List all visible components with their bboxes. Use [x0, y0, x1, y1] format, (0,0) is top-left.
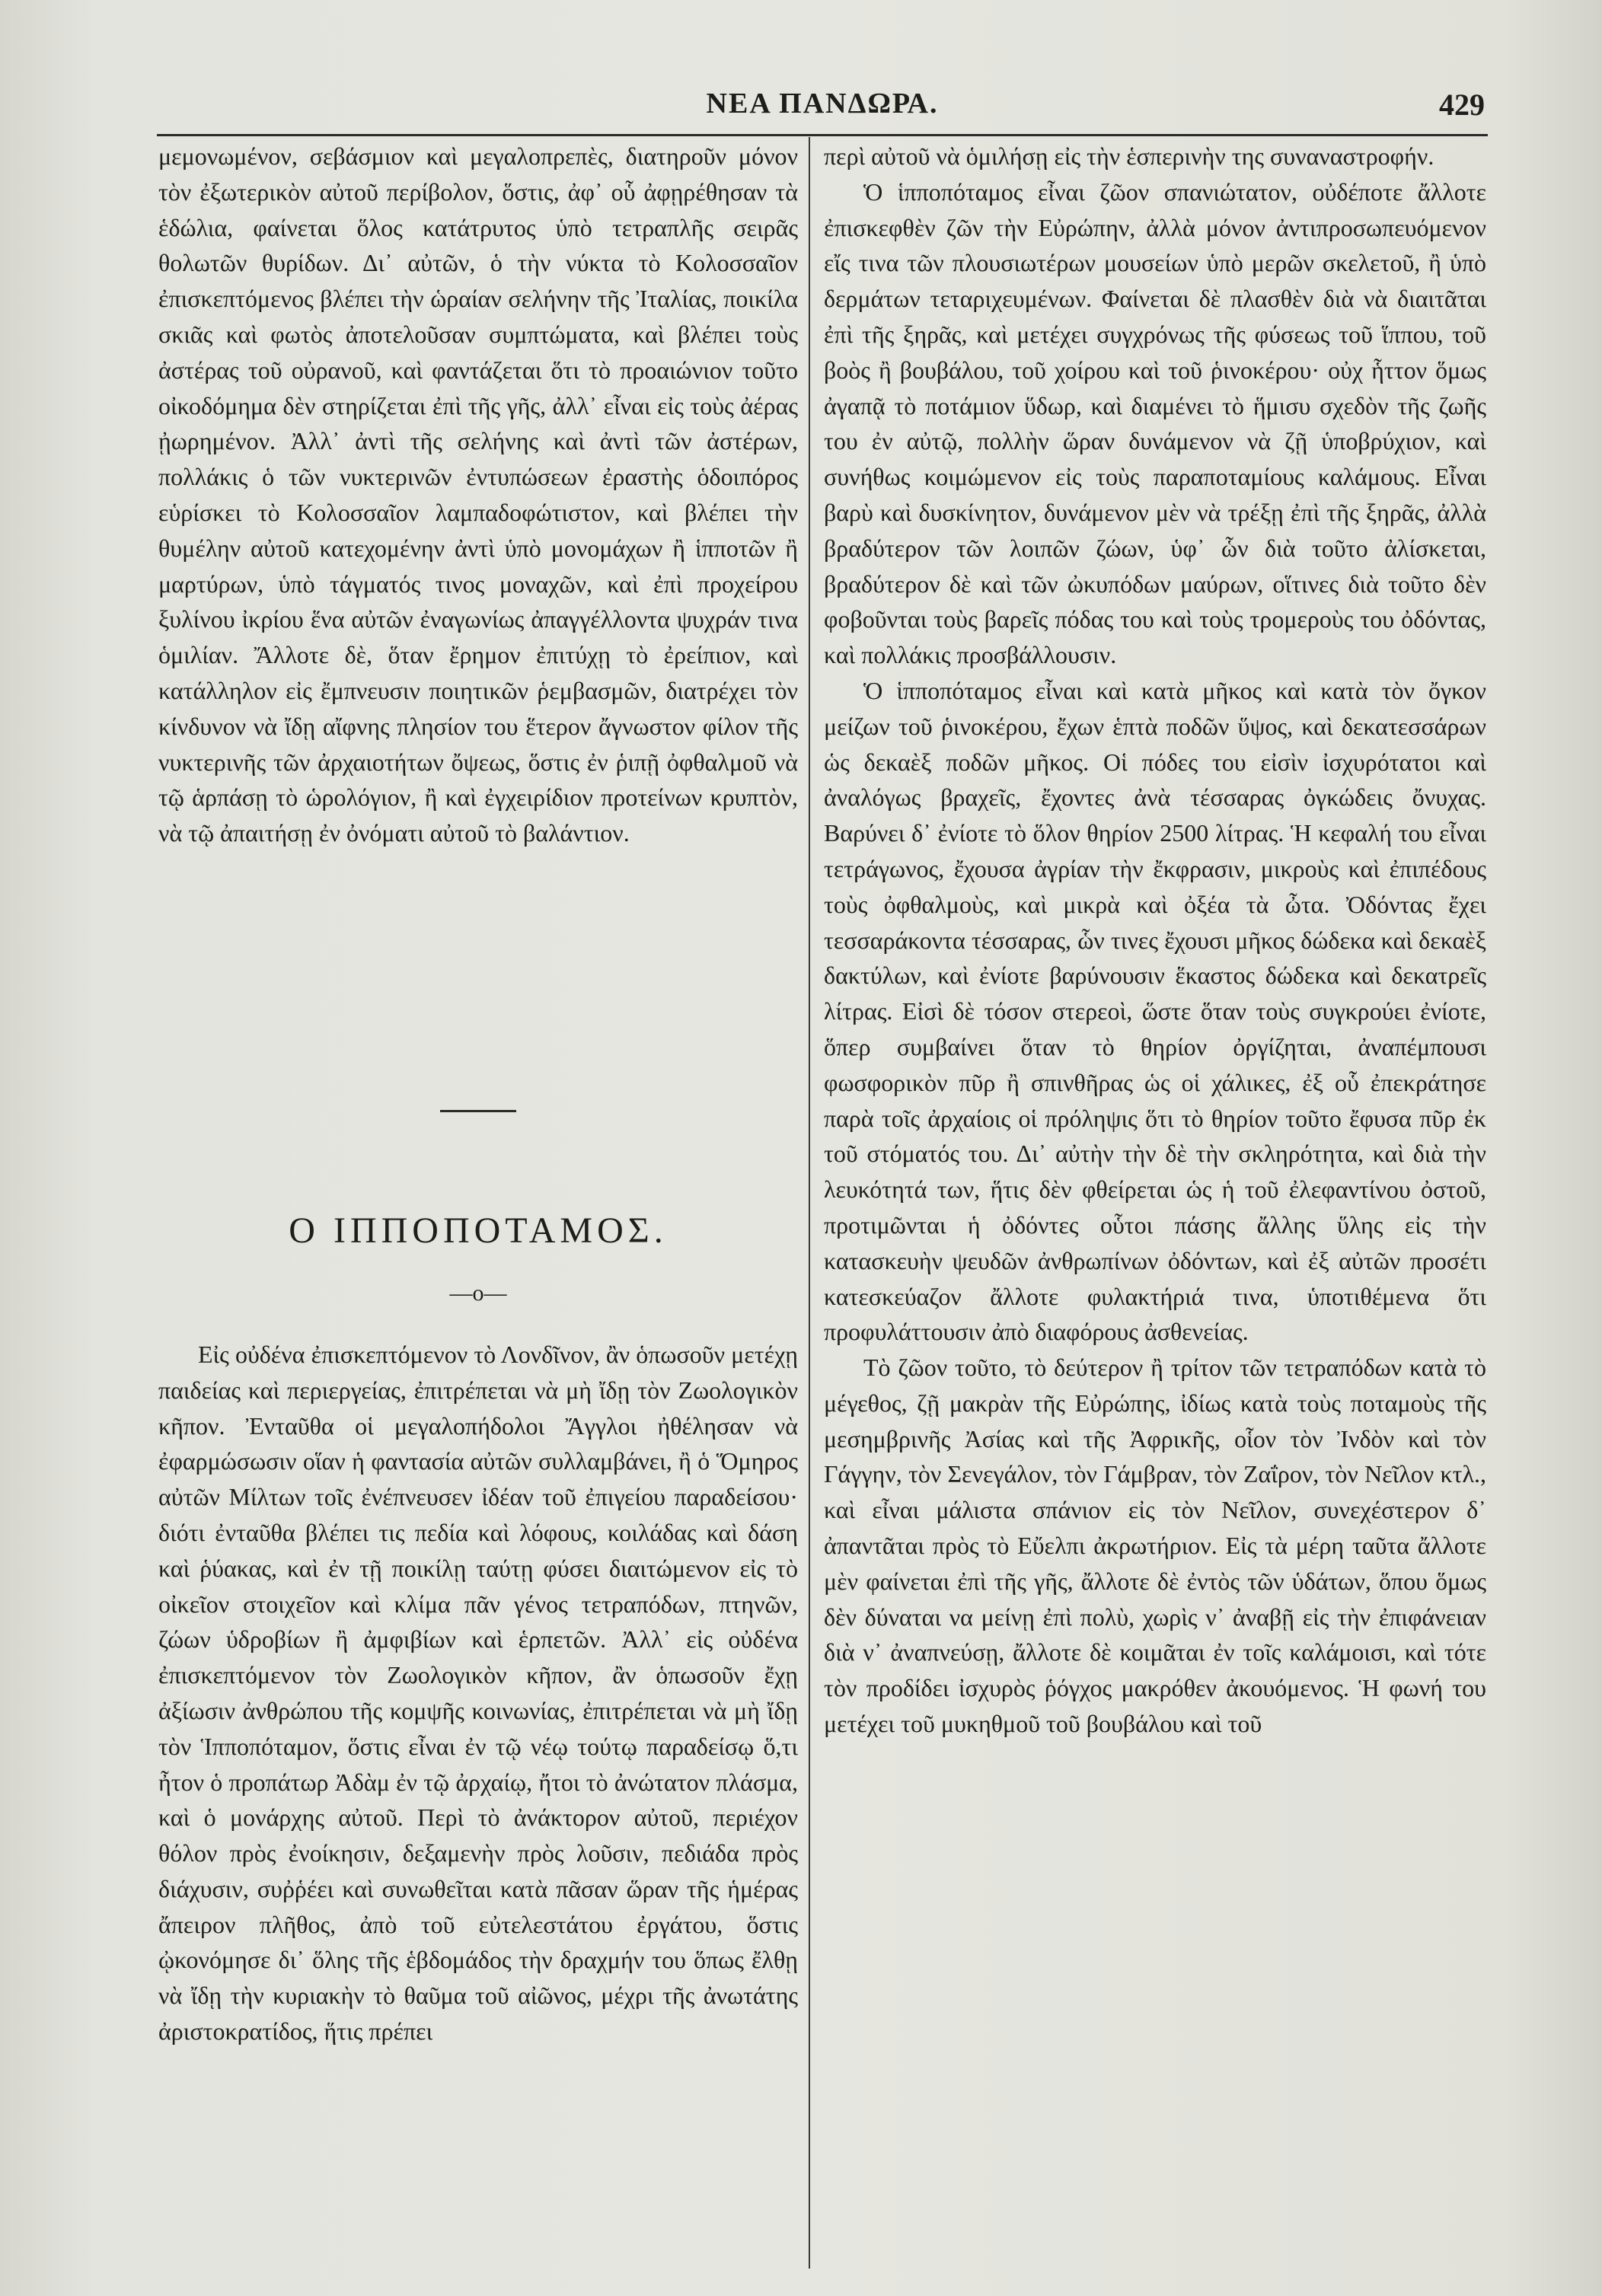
hippo-intro-paragraph: Εἰς οὐδένα ἐπισκεπτόμενον τὸ Λονδῖνον, ἂν ὁπωσοῦν μετέχῃ παιδείας καὶ περιεργείας, ἐπιτρέπεται νὰ μὴ ἴδῃ τὸν Ζωολογικὸν κῆπον. Ἐνταῦθα οἱ μεγαλοπήδολοι Ἄγγλοι ἠθέλησαν νὰ ἐφαρμώσωσιν οἵαν ἡ φαντασία αὐτῶν συλλαμβάνει, ἢ ὁ Ὅμηρος αὐτῶν Μίλτων τοῖς ἐνέπνευσεν ἰδέαν τοῦ ἐπιγείου παραδείσου· διότι ἐνταῦθα βλέπει τις πεδία καὶ λόφους, κοιλάδας καὶ δάση καὶ ῥύακας, καὶ ἐν τῇ ποικίλῃ ταύτῃ φύσει διαιτώμενον εἰς τὸ οἰκεῖον στοιχεῖον καὶ κλίμα πᾶν γένος τετραπόδων, πτηνῶν, ζώων ὑδροβίων ἢ ἀμφιβίων καὶ ἑρπετῶν. Ἀλλ᾽ εἰς οὐδένα ἐπισκεπτόμενον τὸν Ζωολογικὸν κῆπον, ἂν ὁπωσοῦν ἔχῃ ἀξίωσιν ἀνθρώπου τῆς κομψῆς κοινωνίας, ἐπιτρέπεται νὰ μὴ ἴδῃ τὸν Ἱπποπόταμον, ὅστις εἶναι ἐν τῷ νέῳ τούτῳ παραδείσῳ ὅ,τι ἦτον ὁ προπάτωρ Ἀδὰμ ἐν τῷ ἀρχαίῳ, ἤτοι τὸ ἀνώτατον πλάσμα, καὶ ὁ μονάρχης αὐτοῦ. Περὶ τὸ ἀνάκτορον αὐτοῦ, περιέχον θόλον πρὸς ἐνοίκησιν, δεξαμενὴν πρὸς λοῦσιν, πεδιάδα πρὸς διάχυσιν, συῤῥέει καὶ συνωθεῖται κατὰ πᾶσαν ὥραν τῆς ἡμέρας ἄπειρον πλῆθος, ἀπὸ τοῦ εὐτελεστάτου ἐργάτου, ὅστις ᾠκονόμησε δι᾽ ὅλης τῆς ἑβδομάδος τὴν δραχμήν του ὅπως ἔλθῃ νὰ ἴδῃ τὴν κυριακὴν τὸ θαῦμα τοῦ αἰῶνος, μέχρι τῆς ἀνωτάτης ἀριστοκρατίδος, ἥτις πρέπει: [158, 1340, 798, 2046]
running-header: [160, 82, 1485, 128]
section-separator: [440, 1110, 516, 1112]
hippo-size-paragraph: Ὁ ἱπποπόταμος εἶναι καὶ κατὰ μῆκος καὶ κατὰ τὸν ὄγκον μείζων τοῦ ῥινοκέρου, ἔχων ἑπτὰ ποδῶν ὕψος, καὶ δεκατεσσάρων ὡς δεκαὲξ ποδῶν μῆκος. Οἱ πόδες του εἰσὶν ἰσχυρότατοι καὶ ἀναλόγως βραχεῖς, ἔχοντες ἀνὰ τέσσαρας ὀγκώδεις ὄνυχας. Βαρύνει δ᾽ ἐνίοτε τὸ ὅλον θηρίον 2500 λίτρας. Ἡ κεφαλή του εἶναι τετράγωνος, ἔχουσα ἀγρίαν τὴν ἔκφρασιν, μικροὺς καὶ ἐπιπέδους τοὺς ὀφθαλμοὺς, καὶ μικρὰ καὶ ὀξέα τὰ ὦτα. Ὀδόντας ἔχει τεσσαράκοντα τέσσαρας, ὧν τινες ἔχουσι μῆκος δώδεκα καὶ δεκαὲξ δακτύλων, καὶ ἐνίοτε βαρύνουσιν ἕκαστος δώδεκα καὶ δεκατρεῖς λίτρας. Εἰσὶ δὲ τόσον στερεοὶ, ὥστε ὅταν τοὺς συγκρούει ἐνίοτε, ὅπερ συμβαίνει ὅταν τὸ θηρίον ὀργίζηται, ἀναπέμπουσι φωσφορικὸν πῦρ ἢ σπινθῆρας ὡς οἱ χάλικες, ἐξ οὗ ἐπεκράτησε παρὰ τοῖς ἀρχαίοις οἱ πρόληψις ὅτι τὸ θηρίον τοῦτο ἔφυσα πῦρ ἐκ τοῦ στόματός του. Δι᾽ αὐτὴν τὴν δὲ τὴν σκληρότητα, καὶ διὰ τὴν λευκότητά των, ἥτις δὲν φθείρεται ὡς ἡ τοῦ ἐλεφαντίνου ὀστοῦ, προτιμῶνται ἡ ὀδόντες οὗτοι πάσης ἄλλης ὕλης εἰς τὴν κατασκευὴν ψευδῶν ἀνθρωπίνων ὀδόντων, καὶ ἐξ αὐτῶν προσέτι κατεσκεύαζον ἄλλοτε φυλακτήριά τινα, ὑποτιθέμενα ὅτι προφυλάττουσιν ἀπὸ διαφόρους ἀσθενείας.: [824, 676, 1486, 1346]
colosseum-paragraph: μεμονωμένον, σεβάσμιον καὶ μεγαλοπρεπὲς, διατηροῦν μόνον τὸν ἐξωτερικὸν αὐτοῦ περίβολον, ὅστις, ἀφ᾽ οὗ ἀφῃρέθησαν τὰ ἑδώλια, φαίνεται ὅλος κατάτρυτος ὑπὸ τετραπλῆς σειρᾶς θολωτῶν θυρίδων. Δι᾽ αὐτῶν, ὁ τὴν νύκτα τὸ Κολοσσαῖον ἐπισκεπτόμενος βλέπει τὴν ὡραίαν σελήνην τῆς Ἰταλίας, ποικίλα σκιᾶς καὶ φωτὸς ἀποτελοῦσαν συμπτώματα, καὶ βλέπει τοὺς ἀστέρας τοῦ οὐρανοῦ, καὶ φαντάζεται ὅτι τὸ προαιώνιον τοῦτο οἰκοδόμημα δὲν στηρίζεται ἐπὶ τῆς γῆς, ἀλλ᾽ εἶναι εἰς τοὺς ἀέρας ᾐωρημένον. Ἀλλ᾽ ἀντὶ τῆς σελήνης καὶ ἀντὶ τῶν ἀστέρων, πολλάκις ὁ τῶν νυκτερινῶν ἐντυπώσεων ἐραστὴς ὁδοιπόρος εὑρίσκει τὸ Κολοσσαῖον λαμπαδοφώτιστον, καὶ βλέπει τὴν θυμέλην αὐτοῦ κατεχομένην ἀντὶ ὑπὸ μονομάχων ἢ ἱπποτῶν ἢ μαρτύρων, ὑπὸ τάγματός τινος μοναχῶν, καὶ ἐπὶ προχείρου ξυλίνου ἰκρίου ἕνα αὐτῶν ἐναγωνίως ἀπαγγέλλοντα ψυχράν τινα ὁμιλίαν. Ἄλλοτε δὲ, ὅταν ἔρημον ἐπιτύχῃ τὸ ἐρείπιον, καὶ κατάλληλον εἰς ἔμπνευσιν ποιητικῶν ῥεμβασμῶν, διατρέχει τὸν κίνδυνον νὰ ἴδῃ αἴφνης πλησίον του ἕτερον ἄγνωστον φίλον τῆς νυκτερινῆς τῶν ἀρχαιοτήτων ὄψεως, ὅστις ἐν ῥιπῇ ὀφθαλμοῦ νὰ τῷ ἁρπάσῃ τὸ ὡρολόγιον, ἢ καὶ ἐγχειρίδιον προτείνων κρυπτὸν, νὰ τῷ ἀπαιτήσῃ ἐν ὀνόματι αὐτοῦ τὸ βαλάντιον.: [158, 142, 798, 847]
column-divider: [809, 137, 810, 2269]
hippo-nature-paragraph: Ὁ ἱπποπόταμος εἶναι ζῶον σπανιώτατον, οὐδέποτε ἄλλοτε ἐπισκεφθὲν ζῶν τὴν Εὐρώπην, ἀλλὰ μόνον ἀντιπροσωπευόμενον εἴς τινα τῶν πλουσιωτέρων μουσείων ὑπὸ μερῶν σκελετοῦ, ἢ ὑπὸ δερμάτων τεταριχευμένων. Φαίνεται δὲ πλασθὲν διὰ νὰ διαιτᾶται ἐπὶ τῆς ξηρᾶς, καὶ μετέχει συγχρόνως τῆς φύσεως τοῦ ἵππου, τοῦ βοὸς ἢ βουβάλου, τοῦ χοίρου καὶ τοῦ ῥινοκέρου· οὐχ ἧττον ὅμως ἀγαπᾷ τὸ ποτάμιον ὕδωρ, καὶ διαμένει τὸ ἥμισυ σχεδὸν τῆς ζωῆς του ἐν αὐτῷ, πολλὴν ὥραν δυνάμενον νὰ ζῇ ὑποβρύχιον, καὶ συνήθως κοιμώμενον εἰς τοὺς παραποταμίους καλάμους. Εἶναι βαρὺ καὶ δυσκίνητον, δυνάμενον μὲν νὰ τρέξῃ ἐπὶ τῆς ξηρᾶς, ἀλλὰ βραδύτερον τῶν λοιπῶν ζώων, ὑφ᾽ ὧν διὰ τοῦτο ἀλίσκεται, βραδύτερον δὲ καὶ τῶν ὠκυπόδων μαύρων, οἵτινες διὰ τοῦτο δὲν φοβοῦνται τοὺς βαρεῖς πόδας του καὶ τοὺς τρομεροὺς του ὀδόντας, καὶ πολλάκις προσβάλλουσιν.: [824, 177, 1486, 669]
hippo-habitat-paragraph: Τὸ ζῶον τοῦτο, τὸ δεύτερον ἢ τρίτον τῶν τετραπόδων κατὰ τὸ μέγεθος, ζῇ μακρὰν τῆς Εὐρώπης, ἰδίως κατὰ τοὺς ποταμοὺς τῆς μεσημβρινῆς Ἀσίας καὶ τῆς Ἀφρικῆς, οἷον τὸν Ἰνδὸν καὶ τὸν Γάγγην, τὸν Σενεγάλον, τὸν Γάμβραν, τὸν Ζαΐρον, τὸν Νεῖλον κτλ., καὶ εἶναι μάλιστα σπάνιον εἰς τὸν Νεῖλον, συνεχέστερον δ᾽ ἀπαντᾶται πρὸς τὸ Εὔελπι ἀκρωτήριον. Εἰς τὰ μέρη ταῦτα ἄλλοτε μὲν φαίνεται ἐπὶ τῆς γῆς, ἄλλοτε δὲ ἐντὸς τῶν ὑδάτων, ὅπου ὅμως δὲν δύναται να μείνῃ ἐπὶ πολὺ, χωρὶς ν᾽ ἀναβῇ εἰς τὴν ἐπιφάνειαν διὰ ν᾽ ἀναπνεύσῃ, ἄλλοτε δὲ κοιμᾶται ἐν τοῖς καλάμοισι, καὶ τότε τὸν προδίδει ἰσχυρὸς ῥόγχος μακρόθεν ἀκουόμενος. Ἡ φωνή του μετέχει τοῦ μυκηθμοῦ τοῦ βουβάλου καὶ τοῦ: [824, 1354, 1486, 1738]
running-title: ΝΕΑ ΠΑΝΔΩΡΑ.: [706, 88, 939, 120]
page-number: 429: [1439, 88, 1485, 122]
left-column: [158, 139, 798, 2049]
right-column: [824, 139, 1486, 1742]
section-dash: —ο—: [449, 1280, 507, 1306]
header-rule: [157, 134, 1488, 136]
continuation-paragraph: περὶ αὐτοῦ νὰ ὁμιλήσῃ εἰς τὴν ἑσπερινὴν της συναναστροφήν.: [824, 142, 1434, 170]
section-title: Ο ΙΠΠΟΠΟΤΑΜΟΣ.: [289, 1210, 668, 1251]
